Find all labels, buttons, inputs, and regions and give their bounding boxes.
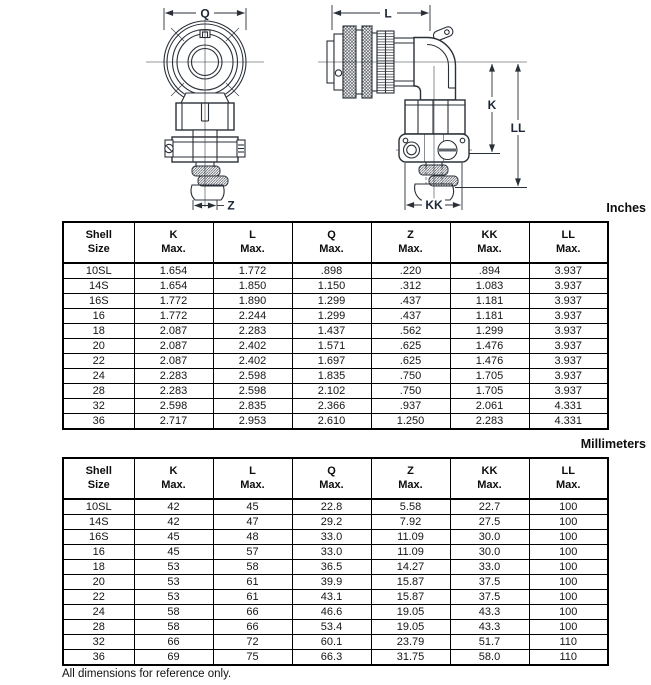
table-cell: 1.181 [450,309,529,324]
table-cell: 2.244 [213,309,292,324]
side-view-drawing [318,5,528,212]
column-header: Z Max. [371,458,450,499]
table-cell: 24 [63,605,134,620]
dimension-q-label: Q [200,6,210,21]
table-cell: 1.835 [292,369,371,384]
table-cell: 2.283 [213,324,292,339]
table-cell: 22 [63,354,134,369]
millimeters-table-body [63,499,608,665]
table-cell: 2.102 [292,384,371,399]
table-cell: 53 [134,560,213,575]
table-cell: 1.705 [450,369,529,384]
table-cell: 45 [134,545,213,560]
table-cell: .750 [371,369,450,384]
millimeters-dimension-table [62,457,609,666]
table-cell: 46.6 [292,605,371,620]
table-cell: 7.92 [371,515,450,530]
table-cell: 45 [213,499,292,515]
table-cell: 66 [134,635,213,650]
table-cell: 2.061 [450,399,529,414]
table-cell: .625 [371,339,450,354]
table-cell: 42 [134,515,213,530]
inches-unit-label: Inches [606,201,646,215]
elbow-housing [414,38,456,101]
table-cell: .220 [371,263,450,279]
table-cell: 11.09 [371,530,450,545]
table-cell: 11.09 [371,545,450,560]
table-cell: 100 [529,575,608,590]
table-cell: 2.610 [292,414,371,430]
table-cell: 1.654 [134,279,213,294]
table-row [63,399,608,414]
table-cell: 51.7 [450,635,529,650]
table-cell: 1.705 [450,384,529,399]
table-cell: 1.772 [213,263,292,279]
cable-entry-front [191,185,224,200]
table-cell: 14S [63,515,134,530]
dimension-l-label: L [384,6,392,21]
table-cell: 2.598 [213,384,292,399]
reference-footnote: All dimensions for reference only. [62,668,232,680]
table-row [63,263,608,279]
column-header: Q Max. [292,222,371,263]
table-cell: 4.331 [529,414,608,430]
table-cell: 16 [63,545,134,560]
table-cell: 15.87 [371,575,450,590]
column-header: L Max. [213,458,292,499]
table-cell: 4.331 [529,399,608,414]
table-cell: 28 [63,384,134,399]
front-view-drawing [146,7,264,213]
dimension-k-label: K [487,98,497,112]
table-cell: 29.2 [292,515,371,530]
table-cell: 19.05 [371,620,450,635]
table-cell: 1.890 [213,294,292,309]
column-header: K Max. [134,458,213,499]
table-cell: 36 [63,414,134,430]
table-cell: 2.087 [134,354,213,369]
table-row [63,369,608,384]
table-cell: 1.437 [292,324,371,339]
table-cell: 100 [529,605,608,620]
table-cell: .625 [371,354,450,369]
header-row [63,222,608,263]
table-cell: 39.9 [292,575,371,590]
inches-dimension-table [62,221,609,430]
table-cell: 2.087 [134,324,213,339]
table-cell: 3.937 [529,354,608,369]
table-cell: 3.937 [529,309,608,324]
table-cell: 66.3 [292,650,371,666]
table-cell: .750 [371,384,450,399]
table-cell: 61 [213,575,292,590]
table-cell: 30.0 [450,530,529,545]
table-row [63,620,608,635]
table-cell: 36.5 [292,560,371,575]
table-cell: 14S [63,279,134,294]
table-cell: 16S [63,294,134,309]
table-cell: 100 [529,545,608,560]
table-cell: 53.4 [292,620,371,635]
table-cell: 100 [529,560,608,575]
table-cell: 100 [529,499,608,515]
table-cell: 32 [63,635,134,650]
table-cell: .437 [371,294,450,309]
table-cell: 19.05 [371,605,450,620]
table-cell: 14.27 [371,560,450,575]
column-header: KK Max. [450,458,529,499]
table-cell: 3.937 [529,324,608,339]
dimension-z [193,199,235,213]
table-cell: 30.0 [450,545,529,560]
saddle-bar-upper-side [419,165,448,175]
table-cell: 75 [213,650,292,666]
clamp-screw-right-side [438,141,457,160]
table-cell: 1.772 [134,294,213,309]
table-cell: 66 [213,620,292,635]
table-cell: 37.5 [450,575,529,590]
technical-drawing [0,0,651,218]
table-cell: 57 [213,545,292,560]
table-cell: 1.571 [292,339,371,354]
table-cell: 66 [213,605,292,620]
table-row [63,324,608,339]
column-header: KK Max. [450,222,529,263]
column-header: Z Max. [371,222,450,263]
table-cell: 110 [529,635,608,650]
column-header: LL Max. [529,222,608,263]
table-cell: 72 [213,635,292,650]
table-cell: 43.3 [450,605,529,620]
header-row [63,458,608,499]
dimension-ll-label: LL [510,121,526,135]
table-cell: 1.850 [213,279,292,294]
table-row [63,339,608,354]
table-row [63,414,608,430]
table-cell: 1.476 [450,354,529,369]
table-cell: 2.598 [213,369,292,384]
table-cell: 33.0 [292,545,371,560]
saddle-bar-lower [198,176,228,186]
dimension-kk-label: KK [425,198,443,212]
table-cell: 1.083 [450,279,529,294]
table-cell: 3.937 [529,279,608,294]
table-cell: 20 [63,339,134,354]
table-row [63,294,608,309]
table-cell: 23.79 [371,635,450,650]
table-cell: 2.366 [292,399,371,414]
table-cell: 1.181 [450,294,529,309]
table-cell: 37.5 [450,590,529,605]
table-cell: 42 [134,499,213,515]
table-cell: 58 [134,605,213,620]
table-cell: 100 [529,515,608,530]
table-cell: .562 [371,324,450,339]
table-cell: 58 [213,560,292,575]
column-header: K Max. [134,222,213,263]
table-cell: 2.283 [134,384,213,399]
table-cell: 2.402 [213,354,292,369]
table-cell: 22 [63,590,134,605]
table-cell: 2.283 [134,369,213,384]
table-row [63,635,608,650]
table-row [63,590,608,605]
table-cell: 18 [63,324,134,339]
table-row [63,309,608,324]
table-cell: 2.835 [213,399,292,414]
table-cell: 27.5 [450,515,529,530]
table-row [63,515,608,530]
table-cell: 58 [134,620,213,635]
table-cell: .437 [371,309,450,324]
table-cell: 10SL [63,499,134,515]
table-cell: 48 [213,530,292,545]
column-header: LL Max. [529,458,608,499]
table-cell: 43.3 [450,620,529,635]
inches-table-body [63,263,608,429]
table-row [63,354,608,369]
table-cell: 36 [63,650,134,666]
table-cell: 28 [63,620,134,635]
table-cell: 24 [63,369,134,384]
table-row [63,384,608,399]
table-cell: 1.697 [292,354,371,369]
table-row [63,605,608,620]
table-cell: 1.654 [134,263,213,279]
table-cell: 16S [63,530,134,545]
table-cell: 2.953 [213,414,292,430]
table-cell: 53 [134,590,213,605]
saddle-bar-upper [192,166,220,176]
table-cell: 31.75 [371,650,450,666]
table-cell: 53 [134,575,213,590]
table-cell: 1.299 [450,324,529,339]
table-cell: 47 [213,515,292,530]
table-cell: 3.937 [529,369,608,384]
table-cell: 2.717 [134,414,213,430]
table-cell: .312 [371,279,450,294]
table-cell: 100 [529,620,608,635]
table-cell: 1.150 [292,279,371,294]
table-cell: .937 [371,399,450,414]
table-cell: 1.299 [292,309,371,324]
table-row [63,499,608,515]
table-cell: 100 [529,590,608,605]
table-cell: 61 [213,590,292,605]
column-header: L Max. [213,222,292,263]
column-header: Q Max. [292,458,371,499]
table-cell: 60.1 [292,635,371,650]
table-row [63,279,608,294]
table-cell: 2.283 [450,414,529,430]
table-cell: .894 [450,263,529,279]
table-row [63,545,608,560]
dimension-z-label: Z [227,198,235,213]
table-cell: 32 [63,399,134,414]
table-cell: 100 [529,530,608,545]
table-cell: .898 [292,263,371,279]
table-cell: 5.58 [371,499,450,515]
inches-table-header [63,222,608,263]
table-cell: 45 [134,530,213,545]
table-cell: 22.8 [292,499,371,515]
table-cell: 22.7 [450,499,529,515]
table-row [63,650,608,666]
table-row [63,560,608,575]
table-cell: 3.937 [529,339,608,354]
table-cell: 1.250 [371,414,450,430]
millimeters-table-header [63,458,608,499]
dimension-k [469,64,500,154]
table-cell: 16 [63,309,134,324]
table-cell: 3.937 [529,384,608,399]
table-cell: 18 [63,560,134,575]
table-cell: 15.87 [371,590,450,605]
dimension-ll [455,64,528,188]
column-header: Shell Size [63,458,134,499]
table-cell: 10SL [63,263,134,279]
table-cell: 3.937 [529,263,608,279]
column-header: Shell Size [63,222,134,263]
table-cell: 110 [529,650,608,666]
table-cell: 20 [63,575,134,590]
millimeters-unit-label: Millimeters [580,437,646,451]
table-cell: 2.402 [213,339,292,354]
table-cell: 33.0 [450,560,529,575]
table-cell: 43.1 [292,590,371,605]
table-cell: 2.598 [134,399,213,414]
table-cell: 2.087 [134,339,213,354]
table-cell: 33.0 [292,530,371,545]
table-cell: 1.476 [450,339,529,354]
saddle-bar-lower-side [429,176,458,186]
table-cell: 1.299 [292,294,371,309]
table-cell: 1.772 [134,309,213,324]
table-row [63,575,608,590]
table-cell: 69 [134,650,213,666]
table-cell: 3.937 [529,294,608,309]
table-cell: 58.0 [450,650,529,666]
table-row [63,530,608,545]
